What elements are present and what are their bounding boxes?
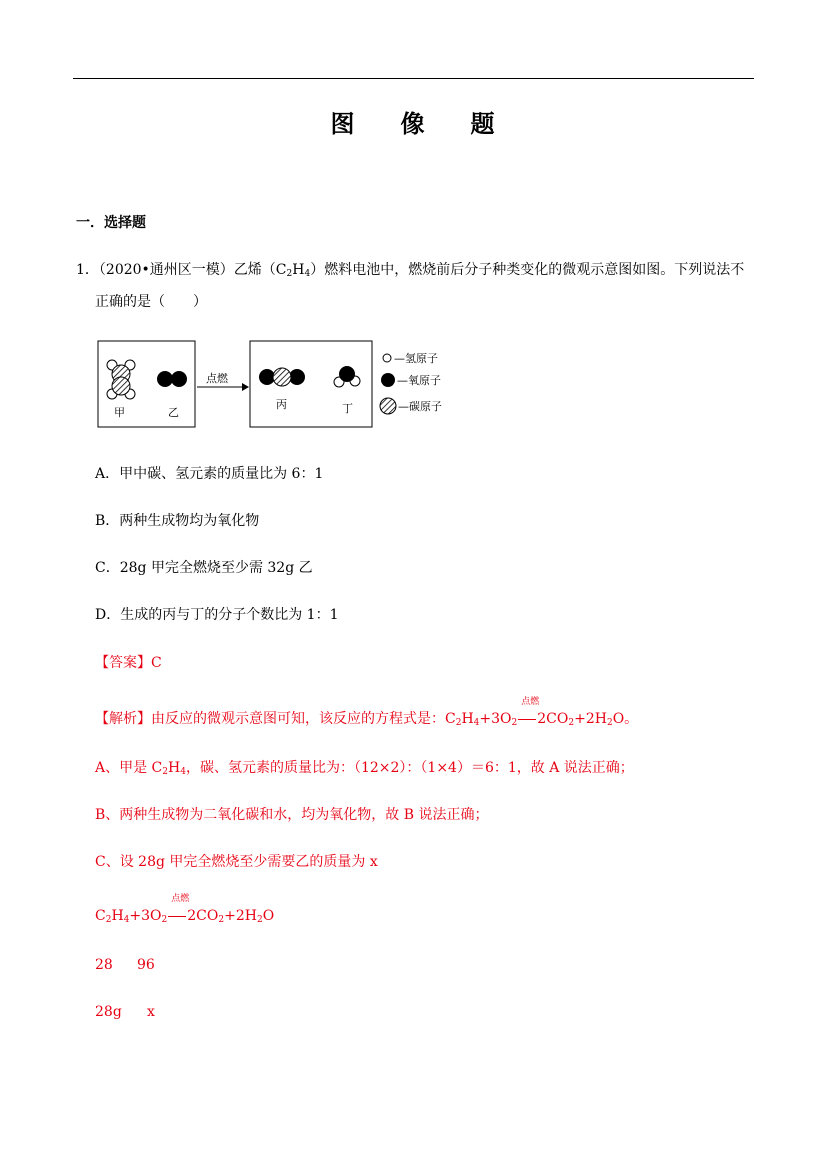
analysis-intro-text: 由反应的微观示意图可知，该反应的方程式是： <box>151 711 445 727</box>
question-line-2: 正确的是（ ） <box>95 294 207 310</box>
legend-hydrogen: —氢原子 <box>394 352 438 365</box>
subscript: 4 <box>304 269 311 279</box>
question-number: 1． <box>76 262 99 278</box>
reaction-condition <box>517 697 540 727</box>
page-title <box>0 104 827 139</box>
hydrogen-atom-icon <box>383 354 391 362</box>
arrow-head-icon <box>242 383 249 391</box>
mass-value: 28 <box>95 957 113 973</box>
mass-value: 28g <box>95 1004 122 1020</box>
analysis-label: 【解析】 <box>95 711 151 727</box>
legend-oxygen: —氧原子 <box>397 374 441 387</box>
equation: $C_2H_4+3O_2$ 点燃 $2CO_2+2H_2O$ <box>95 908 274 924</box>
water-molecule <box>334 366 360 387</box>
question-source: （2020•通州区一模） <box>98 262 234 278</box>
label-yi: 乙 <box>168 406 179 419</box>
analysis-line-b: B、两种生成物为二氧化碳和水，均为氧化物，故 B 说法正确； <box>95 807 489 823</box>
option-a: A．甲中碳、氢元素的质量比为 6：1 <box>95 466 324 482</box>
line-a-post: ，碳、氢元素的质量比为：（12×2）：（1×4）＝6：1，故 A 说法正确； <box>185 760 634 776</box>
subscript: 2 <box>286 269 293 279</box>
oxygen-atom-icon <box>381 373 395 387</box>
ethylene-molecule <box>107 360 135 399</box>
question-text-a: 乙烯（C <box>233 262 287 278</box>
mass-row-1 <box>95 957 155 973</box>
label-bing: 丙 <box>276 398 287 411</box>
question-line-1 <box>76 259 744 279</box>
legend-carbon: —碳原子 <box>398 400 442 413</box>
mass-row-2 <box>95 1004 155 1020</box>
legend <box>380 351 442 414</box>
analysis-line-a: A、甲是 $C_2H_4$，碳、氢元素的质量比为：（12×2）：（1×4）＝6：1，故 A 说法正确； <box>95 760 634 777</box>
option-d: D．生成的丙与丁的分子个数比为 1：1 <box>95 607 339 623</box>
oxygen-molecule <box>157 371 187 387</box>
analysis-intro: 【解析】由反应的微观示意图可知，该反应的方程式是：$C_2H_4+3O_2$ 点燃 $2CO_2+2H_2O$。 <box>95 708 638 728</box>
mass-value: x <box>147 1004 155 1020</box>
question-text-c: ）燃料电池中，燃烧前后分子种类变化的微观示意图如图。下列说法不 <box>310 262 745 278</box>
reaction-diagram <box>96 338 468 430</box>
condition-label: 点燃 <box>521 697 540 707</box>
option-c: C．28g 甲完全燃烧至少需 32g 乙 <box>95 560 313 576</box>
title-char-3: 题 <box>470 109 497 138</box>
question-text-b: H <box>292 262 305 278</box>
answer: 【答案】C <box>95 655 162 671</box>
label-jia: 甲 <box>114 406 125 419</box>
carbon-dioxide-molecule <box>259 368 305 386</box>
carbon-atom-icon <box>380 398 396 414</box>
condition-label-2: 点燃 <box>171 894 190 904</box>
label-ding: 丁 <box>342 402 353 415</box>
mass-value: 96 <box>137 957 155 973</box>
line-a-pre: A、甲是 C <box>95 760 163 776</box>
header-rule <box>73 78 754 79</box>
equation-condition <box>167 894 190 924</box>
option-b: B．两种生成物均为氧化物 <box>95 513 260 529</box>
analysis-line-c: C、设 28g 甲完全燃烧至少需要乙的质量为 x <box>95 854 378 870</box>
section-heading: 一．选择题 <box>76 215 146 231</box>
title-char-2: 像 <box>400 109 427 138</box>
arrow-label: 点燃 <box>206 372 228 385</box>
title-char-1: 图 <box>330 109 357 138</box>
